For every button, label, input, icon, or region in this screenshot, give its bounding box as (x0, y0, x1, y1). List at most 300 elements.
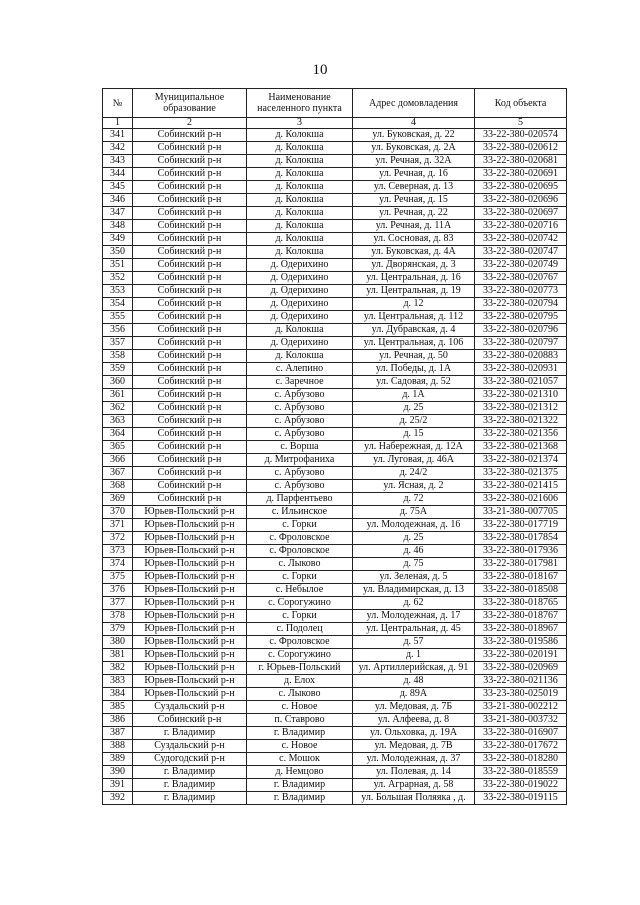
municipality-cell: Юрьев-Польский р-н (133, 519, 247, 532)
table-row (103, 220, 567, 233)
settlement-cell: д. Елох (247, 675, 353, 688)
row-number: 378 (103, 610, 133, 623)
table-row (103, 246, 567, 259)
object-code-cell: 33-21-380-002212 (475, 701, 567, 714)
object-code-cell: 33-22-380-020794 (475, 298, 567, 311)
municipality-cell: Суздальский р-н (133, 740, 247, 753)
settlement-cell: с. Арбузово (247, 389, 353, 402)
address-cell: ул. Центральная, д. 16 (353, 272, 475, 285)
row-number: 373 (103, 545, 133, 558)
address-cell: ул. Центральная, д. 106 (353, 337, 475, 350)
municipality-cell: Собинский р-н (133, 350, 247, 363)
row-number: 388 (103, 740, 133, 753)
row-number: 386 (103, 714, 133, 727)
object-code-cell: 33-22-380-019022 (475, 779, 567, 792)
row-number: 360 (103, 376, 133, 389)
address-cell: ул. Речная, д. 32А (353, 155, 475, 168)
object-code-cell: 33-22-380-021310 (475, 389, 567, 402)
object-code-cell: 33-22-380-020767 (475, 272, 567, 285)
municipality-cell: Собинский р-н (133, 467, 247, 480)
address-cell: д. 48 (353, 675, 475, 688)
municipality-cell: Юрьев-Польский р-н (133, 584, 247, 597)
address-cell: ул. Полевая, д. 14 (353, 766, 475, 779)
table-body (103, 129, 567, 805)
municipality-cell: Собинский р-н (133, 155, 247, 168)
address-cell: ул. Молодежная, д. 37 (353, 753, 475, 766)
header-row (103, 89, 567, 118)
row-number: 356 (103, 324, 133, 337)
object-code-cell: 33-22-380-020969 (475, 662, 567, 675)
settlement-cell: г. Владимир (247, 779, 353, 792)
table-row (103, 129, 567, 142)
settlement-cell: с. Алепино (247, 363, 353, 376)
address-cell: д. 72 (353, 493, 475, 506)
object-code-cell: 33-22-380-020773 (475, 285, 567, 298)
municipality-cell: Собинский р-н (133, 168, 247, 181)
municipality-cell: Собинский р-н (133, 337, 247, 350)
table-row (103, 363, 567, 376)
settlement-cell: с. Ильинское (247, 506, 353, 519)
table-row (103, 623, 567, 636)
table-row (103, 740, 567, 753)
object-code-cell: 33-22-380-019586 (475, 636, 567, 649)
object-code-cell: 33-22-380-020697 (475, 207, 567, 220)
settlement-cell: с. Сорогужино (247, 649, 353, 662)
object-code-cell: 33-22-380-017672 (475, 740, 567, 753)
row-number: 351 (103, 259, 133, 272)
settlement-cell: с. Лыково (247, 558, 353, 571)
settlement-cell: д. Колокша (247, 142, 353, 155)
row-number: 368 (103, 480, 133, 493)
row-number: 374 (103, 558, 133, 571)
table-row (103, 727, 567, 740)
municipality-cell: Собинский р-н (133, 454, 247, 467)
settlement-cell: с. Горки (247, 571, 353, 584)
municipality-cell: Собинский р-н (133, 194, 247, 207)
table-row (103, 454, 567, 467)
object-code-cell: 33-22-380-016907 (475, 727, 567, 740)
object-code-cell: 33-22-380-019115 (475, 792, 567, 805)
row-number: 346 (103, 194, 133, 207)
object-code-cell: 33-22-380-020747 (475, 246, 567, 259)
row-number: 372 (103, 532, 133, 545)
settlement-cell: д. Колокша (247, 233, 353, 246)
object-code-cell: 33-22-380-017981 (475, 558, 567, 571)
settlement-cell: г. Юрьев-Польский (247, 662, 353, 675)
settlement-cell: с. Фроловское (247, 545, 353, 558)
table-row (103, 155, 567, 168)
table-row (103, 714, 567, 727)
object-code-cell: 33-22-380-021368 (475, 441, 567, 454)
address-cell: ул. Центральная, д. 112 (353, 311, 475, 324)
address-cell: д. 24/2 (353, 467, 475, 480)
address-cell: д. 1 (353, 649, 475, 662)
row-number: 361 (103, 389, 133, 402)
settlement-cell: с. Арбузово (247, 402, 353, 415)
row-number: 353 (103, 285, 133, 298)
row-number: 385 (103, 701, 133, 714)
settlement-cell: с. Новое (247, 740, 353, 753)
address-cell: д. 25 (353, 532, 475, 545)
address-cell: ул. Сосновая, д. 83 (353, 233, 475, 246)
table-row (103, 532, 567, 545)
object-code-cell: 33-22-380-020795 (475, 311, 567, 324)
header-number: № (103, 89, 133, 118)
table-row (103, 207, 567, 220)
table-row (103, 376, 567, 389)
table-row (103, 753, 567, 766)
settlement-cell: с. Арбузово (247, 480, 353, 493)
table-row (103, 519, 567, 532)
municipality-cell: Собинский р-н (133, 233, 247, 246)
municipality-cell: Собинский р-н (133, 142, 247, 155)
municipality-cell: Юрьев-Польский р-н (133, 662, 247, 675)
table-row (103, 142, 567, 155)
table-row (103, 571, 567, 584)
address-cell: д. 15 (353, 428, 475, 441)
municipality-cell: Собинский р-н (133, 298, 247, 311)
column-number: 4 (353, 118, 475, 129)
table-row (103, 506, 567, 519)
object-code-cell: 33-22-380-020749 (475, 259, 567, 272)
object-code-cell: 33-22-380-020681 (475, 155, 567, 168)
address-cell: ул. Набережная, д. 12А (353, 441, 475, 454)
table-row (103, 285, 567, 298)
page-number: 10 (312, 62, 328, 78)
table-row (103, 324, 567, 337)
settlement-cell: д. Одерихино (247, 298, 353, 311)
settlement-cell: с. Сорогужино (247, 597, 353, 610)
address-cell: ул. Ольховка, д. 19А (353, 727, 475, 740)
header-municipality: Муниципальное образование (133, 89, 247, 118)
municipality-cell: Собинский р-н (133, 220, 247, 233)
object-code-cell: 33-22-380-021415 (475, 480, 567, 493)
address-cell: ул. Центральная, д. 19 (353, 285, 475, 298)
table-row (103, 181, 567, 194)
address-cell: ул. Северная, д. 13 (353, 181, 475, 194)
settlement-cell: п. Ставрово (247, 714, 353, 727)
settlement-cell: д. Одерихино (247, 259, 353, 272)
settlement-cell: с. Лыково (247, 688, 353, 701)
municipality-cell: Собинский р-н (133, 207, 247, 220)
settlement-cell: д. Немцово (247, 766, 353, 779)
address-cell: ул. Артиллерийская, д. 91 (353, 662, 475, 675)
table-row (103, 662, 567, 675)
address-cell: ул. Зеленая, д. 5 (353, 571, 475, 584)
row-number: 376 (103, 584, 133, 597)
settlement-cell: с. Арбузово (247, 415, 353, 428)
address-cell: ул. Молодежная, д. 17 (353, 610, 475, 623)
address-cell: ул. Дворянская, д. 3 (353, 259, 475, 272)
table-row (103, 168, 567, 181)
municipality-cell: Собинский р-н (133, 363, 247, 376)
address-cell: д. 62 (353, 597, 475, 610)
header-address: Адрес домовладения (353, 89, 475, 118)
address-cell: ул. Буковская, д. 4А (353, 246, 475, 259)
settlement-cell: д. Одерихино (247, 311, 353, 324)
settlement-cell: д. Парфентьево (247, 493, 353, 506)
object-code-cell: 33-22-380-020797 (475, 337, 567, 350)
row-number: 348 (103, 220, 133, 233)
municipality-cell: Собинский р-н (133, 285, 247, 298)
row-number: 344 (103, 168, 133, 181)
table-row (103, 649, 567, 662)
object-code-cell: 33-22-380-020574 (475, 129, 567, 142)
object-code-cell: 33-22-380-020691 (475, 168, 567, 181)
municipality-cell: Юрьев-Польский р-н (133, 610, 247, 623)
row-number: 355 (103, 311, 133, 324)
table-row (103, 584, 567, 597)
object-code-cell: 33-22-380-021606 (475, 493, 567, 506)
row-number: 349 (103, 233, 133, 246)
object-code-cell: 33-22-380-020191 (475, 649, 567, 662)
address-cell: ул. Буковская, д. 2А (353, 142, 475, 155)
municipality-cell: Собинский р-н (133, 428, 247, 441)
address-cell: д. 12 (353, 298, 475, 311)
address-cell: ул. Буковская, д. 22 (353, 129, 475, 142)
row-number: 371 (103, 519, 133, 532)
address-cell: ул. Садовая, д. 52 (353, 376, 475, 389)
municipality-cell: Собинский р-н (133, 376, 247, 389)
row-number: 377 (103, 597, 133, 610)
object-code-cell: 33-22-380-018967 (475, 623, 567, 636)
table-row (103, 688, 567, 701)
table-row (103, 259, 567, 272)
object-code-cell: 33-21-380-003732 (475, 714, 567, 727)
address-cell: д. 75А (353, 506, 475, 519)
municipality-cell: Собинский р-н (133, 493, 247, 506)
address-cell: ул. Речная, д. 15 (353, 194, 475, 207)
settlement-cell: с. Арбузово (247, 428, 353, 441)
table-row (103, 779, 567, 792)
settlement-cell: д. Колокша (247, 246, 353, 259)
table-row (103, 233, 567, 246)
table-row (103, 766, 567, 779)
table-row (103, 350, 567, 363)
row-number: 343 (103, 155, 133, 168)
settlement-cell: д. Одерихино (247, 272, 353, 285)
settlement-cell: с. Подолец (247, 623, 353, 636)
address-cell: ул. Дубравская, д. 4 (353, 324, 475, 337)
object-code-cell: 33-22-380-018280 (475, 753, 567, 766)
municipality-cell: Собинский р-н (133, 272, 247, 285)
settlement-cell: с. Горки (247, 519, 353, 532)
address-cell: ул. Медовая, д. 7Б (353, 701, 475, 714)
settlement-cell: д. Колокша (247, 194, 353, 207)
object-code-cell: 33-23-380-025019 (475, 688, 567, 701)
settlement-cell: д. Колокша (247, 324, 353, 337)
row-number: 359 (103, 363, 133, 376)
header-settlement: Наименование населенного пункта (247, 89, 353, 118)
settlement-cell: с. Небылое (247, 584, 353, 597)
municipality-cell: г. Владимир (133, 792, 247, 805)
municipality-cell: Собинский р-н (133, 389, 247, 402)
object-code-cell: 33-22-380-020796 (475, 324, 567, 337)
table-row (103, 701, 567, 714)
municipality-cell: Юрьев-Польский р-н (133, 649, 247, 662)
row-number: 390 (103, 766, 133, 779)
municipality-cell: г. Владимир (133, 727, 247, 740)
settlement-cell: д. Колокша (247, 181, 353, 194)
address-cell: д. 75 (353, 558, 475, 571)
settlement-cell: с. Горки (247, 610, 353, 623)
object-code-cell: 33-21-380-007705 (475, 506, 567, 519)
settlement-cell: д. Колокша (247, 220, 353, 233)
object-code-cell: 33-22-380-020931 (475, 363, 567, 376)
row-number: 383 (103, 675, 133, 688)
municipality-cell: Юрьев-Польский р-н (133, 545, 247, 558)
object-code-cell: 33-22-380-021136 (475, 675, 567, 688)
address-cell: ул. Речная, д. 50 (353, 350, 475, 363)
object-code-cell: 33-22-380-021057 (475, 376, 567, 389)
address-cell: ул. Медовая, д. 7В (353, 740, 475, 753)
row-number: 363 (103, 415, 133, 428)
settlement-cell: г. Владимир (247, 727, 353, 740)
address-cell: ул. Владимирская, д. 13 (353, 584, 475, 597)
municipality-cell: Собинский р-н (133, 480, 247, 493)
municipality-cell: Собинский р-н (133, 415, 247, 428)
municipality-cell: Юрьев-Польский р-н (133, 571, 247, 584)
object-code-cell: 33-22-380-017854 (475, 532, 567, 545)
address-cell: ул. Центральная, д. 45 (353, 623, 475, 636)
table-row (103, 792, 567, 805)
address-cell: д. 1А (353, 389, 475, 402)
settlement-cell: с. Арбузово (247, 467, 353, 480)
settlement-cell: с. Заречное (247, 376, 353, 389)
object-code-cell: 33-22-380-018508 (475, 584, 567, 597)
address-cell: ул. Большая Поляяка , д. (353, 792, 475, 805)
municipality-cell: Собинский р-н (133, 324, 247, 337)
column-number-row (103, 118, 567, 129)
municipality-cell: Судогодский р-н (133, 753, 247, 766)
row-number: 358 (103, 350, 133, 363)
row-number: 389 (103, 753, 133, 766)
address-cell: д. 46 (353, 545, 475, 558)
row-number: 370 (103, 506, 133, 519)
table-row (103, 298, 567, 311)
column-number: 1 (103, 118, 133, 129)
object-code-cell: 33-22-380-018765 (475, 597, 567, 610)
table-row (103, 467, 567, 480)
row-number: 342 (103, 142, 133, 155)
object-code-cell: 33-22-380-020742 (475, 233, 567, 246)
table-row (103, 441, 567, 454)
registry-table (102, 88, 567, 805)
municipality-cell: Собинский р-н (133, 259, 247, 272)
row-number: 387 (103, 727, 133, 740)
settlement-cell: д. Колокша (247, 155, 353, 168)
municipality-cell: Юрьев-Польский р-н (133, 675, 247, 688)
address-cell: ул. Ясная, д. 2 (353, 480, 475, 493)
object-code-cell: 33-22-380-017719 (475, 519, 567, 532)
municipality-cell: Собинский р-н (133, 129, 247, 142)
table-row (103, 636, 567, 649)
object-code-cell: 33-22-380-021312 (475, 402, 567, 415)
object-code-cell: 33-22-380-021374 (475, 454, 567, 467)
table-row (103, 389, 567, 402)
table-row (103, 272, 567, 285)
row-number: 354 (103, 298, 133, 311)
row-number: 366 (103, 454, 133, 467)
settlement-cell: д. Митрофаниха (247, 454, 353, 467)
settlement-cell: д. Колокша (247, 350, 353, 363)
settlement-cell: г. Владимир (247, 792, 353, 805)
row-number: 392 (103, 792, 133, 805)
municipality-cell: Собинский р-н (133, 181, 247, 194)
row-number: 369 (103, 493, 133, 506)
header-object-code: Код объекта (475, 89, 567, 118)
settlement-cell: д. Колокша (247, 129, 353, 142)
object-code-cell: 33-22-380-020883 (475, 350, 567, 363)
municipality-cell: Юрьев-Польский р-н (133, 636, 247, 649)
table-row (103, 675, 567, 688)
address-cell: ул. Алфеева, д. 8 (353, 714, 475, 727)
municipality-cell: Юрьев-Польский р-н (133, 688, 247, 701)
row-number: 350 (103, 246, 133, 259)
row-number: 381 (103, 649, 133, 662)
address-cell: д. 25/2 (353, 415, 475, 428)
municipality-cell: Собинский р-н (133, 402, 247, 415)
settlement-cell: с. Новое (247, 701, 353, 714)
settlement-cell: с. Фроловское (247, 636, 353, 649)
table-row (103, 194, 567, 207)
row-number: 352 (103, 272, 133, 285)
object-code-cell: 33-22-380-018767 (475, 610, 567, 623)
object-code-cell: 33-22-380-018167 (475, 571, 567, 584)
settlement-cell: д. Одерихино (247, 337, 353, 350)
address-cell: д. 25 (353, 402, 475, 415)
municipality-cell: Юрьев-Польский р-н (133, 597, 247, 610)
municipality-cell: Суздальский р-н (133, 701, 247, 714)
municipality-cell: Собинский р-н (133, 311, 247, 324)
row-number: 391 (103, 779, 133, 792)
municipality-cell: Собинский р-н (133, 441, 247, 454)
table-row (103, 480, 567, 493)
settlement-cell: с. Ворша (247, 441, 353, 454)
object-code-cell: 33-22-380-020696 (475, 194, 567, 207)
settlement-cell: д. Колокша (247, 168, 353, 181)
object-code-cell: 33-22-380-020716 (475, 220, 567, 233)
municipality-cell: г. Владимир (133, 779, 247, 792)
address-cell: д. 89А (353, 688, 475, 701)
object-code-cell: 33-22-380-020695 (475, 181, 567, 194)
row-number: 347 (103, 207, 133, 220)
table-row (103, 428, 567, 441)
address-cell: ул. Аграрная, д. 58 (353, 779, 475, 792)
row-number: 362 (103, 402, 133, 415)
object-code-cell: 33-22-380-018559 (475, 766, 567, 779)
address-cell: ул. Речная, д. 16 (353, 168, 475, 181)
table-row (103, 545, 567, 558)
object-code-cell: 33-22-380-021356 (475, 428, 567, 441)
table-row (103, 402, 567, 415)
municipality-cell: Юрьев-Польский р-н (133, 506, 247, 519)
row-number: 384 (103, 688, 133, 701)
row-number: 364 (103, 428, 133, 441)
settlement-cell: д. Колокша (247, 207, 353, 220)
row-number: 382 (103, 662, 133, 675)
column-number: 2 (133, 118, 247, 129)
municipality-cell: Собинский р-н (133, 714, 247, 727)
address-cell: ул. Речная, д. 22 (353, 207, 475, 220)
table-row (103, 415, 567, 428)
settlement-cell: с. Фроловское (247, 532, 353, 545)
table-row (103, 311, 567, 324)
row-number: 367 (103, 467, 133, 480)
table-row (103, 610, 567, 623)
row-number: 341 (103, 129, 133, 142)
row-number: 380 (103, 636, 133, 649)
